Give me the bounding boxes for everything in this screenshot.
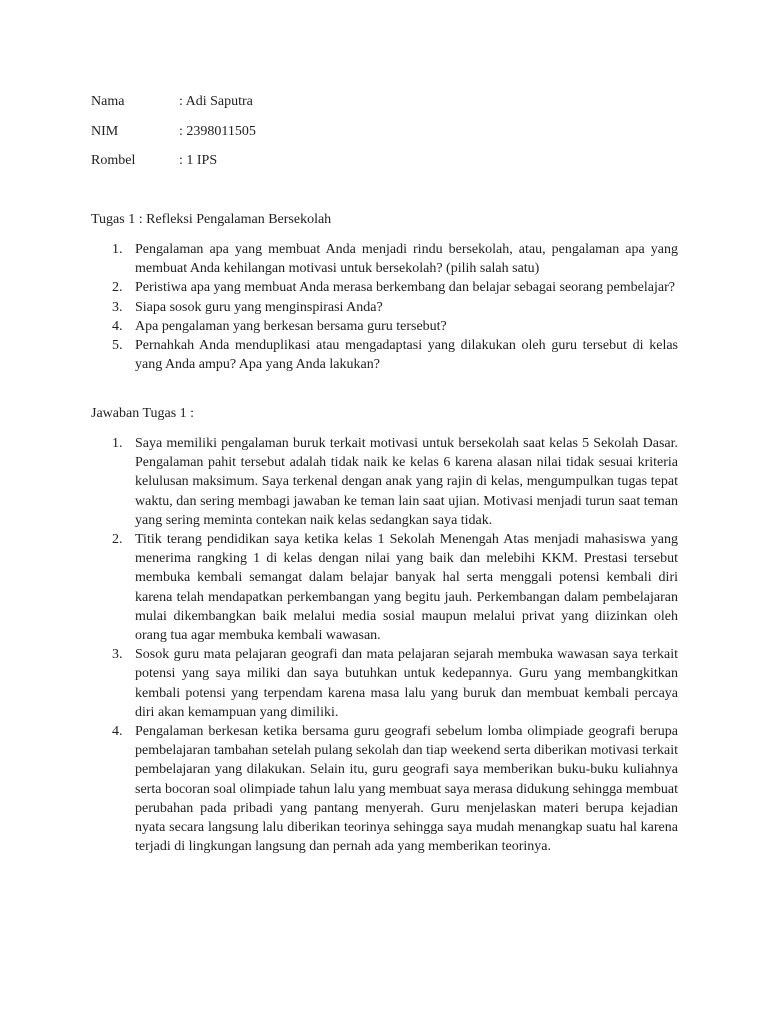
question-text: Apa pengalaman yang berkesan bersama guru tersebut? — [135, 318, 447, 334]
question-list — [112, 240, 678, 374]
list-item — [112, 530, 678, 645]
answer-text: Titik terang pendidikan saya ketika kelas 1 Sekolah Menengah Atas menjadi mahasiswa yang menerima rangking 1 di kelas dengan nilai yang baik dan melebihi KKM. Prestasi tersebut membuka kembali semangat dalam belajar banyak hal serta menggali potensi kembali diri karena telah mendapatkan perkembangan yang begitu jauh. Perkembangan dalam pembelajaran mulai dikembangkan baik melalui media sosial maupun melalui privat yang diizinkan oleh orang tua agar membuka kembali wawasan. — [135, 532, 678, 644]
question-number: 1. — [112, 242, 123, 257]
answer-text: Sosok guru mata pelajaran geografi dan mata pelajaran sejarah membuka wawasan saya terkait potensi yang saya miliki dan saya butuhkan untuk kedepannya. Guru yang membangkitkan kembali potensi yang terpendam karena masa lalu yang buruk dan membuat kembali percaya diri akan kemampuan yang dimiliki. — [135, 647, 678, 720]
question-number: 3. — [112, 299, 123, 315]
list-item — [112, 240, 678, 278]
list-item — [112, 317, 678, 336]
task-title: Tugas 1 : Refleksi Pengalaman Bersekolah — [91, 212, 332, 227]
name-value: : Adi Saputra — [179, 94, 253, 109]
answer-text: Pengalaman berkesan ketika bersama guru geografi sebelum lomba olimpiade geografi berupa pembelajaran tambahan setelah pulang sekolah dan tiap weekend serta diberikan motivasi terkait pembelajaran yang dilakukan. Selain itu, guru geografi saya memberikan buku-buku kuliahnya serta bocoran soal olimpiade tahun lalu yang membuat saya merasa didukung sehingga membuat perubahan pada pribadi yang pantang menyerah. Guru menjelaskan materi berupa kejadian nyata secara langsung lalu diberikan teorinya sehingga saya mudah menangkap suatu hal karena terjadi di lingkungan langsung dan pernah ada yang memberikan teorinya. — [135, 724, 678, 855]
list-item — [112, 298, 678, 317]
answer-number: 4. — [112, 724, 123, 740]
answers-title: Jawaban Tugas 1 : — [91, 406, 195, 421]
rombel-value: : 1 IPS — [179, 153, 218, 168]
list-item — [112, 645, 678, 722]
question-text: Pengalaman apa yang membuat Anda menjadi rindu bersekolah, atau, pengalaman apa yang membuat Anda kehilangan motivasi untuk bersekolah? (pilih salah satu) — [135, 242, 678, 277]
answer-number: 2. — [112, 532, 123, 548]
rombel-row — [91, 152, 217, 170]
answer-text: Saya memiliki pengalaman buruk terkait motivasi untuk bersekolah saat kelas 5 Sekolah Dasar. Pengalaman pahit tersebut adalah tidak naik ke kelas 6 karena alasan nilai tidak sesuai kriteria kelulusan maksimum. Saya terkenal dengan anak yang rajin di kelas, mengumpulkan tugas tepat waktu, dan sering membagi jawaban ke teman lain saat ujian. Motivasi menjadi turun saat teman yang sering meminta contekan naik kelas sedangkan saya tidak. — [135, 436, 678, 528]
list-item — [112, 434, 678, 530]
question-text: Siapa sosok guru yang menginspirasi Anda? — [135, 299, 383, 315]
answer-list — [112, 434, 678, 856]
list-item — [112, 336, 678, 374]
answer-number: 1. — [112, 436, 123, 451]
nim-label: NIM — [91, 124, 119, 139]
list-item — [112, 722, 678, 856]
question-number: 5. — [112, 338, 123, 354]
question-text: Pernahkah Anda menduplikasi atau mengadaptasi yang dilakukan oleh guru tersebut di kelas yang Anda ampu? Apa yang Anda lakukan? — [135, 338, 678, 373]
name-label: Nama — [91, 94, 125, 109]
rombel-label: Rombel — [91, 153, 136, 168]
list-item — [112, 278, 678, 297]
question-number: 2. — [112, 280, 123, 296]
nim-row — [91, 123, 256, 141]
name-row — [91, 93, 253, 111]
nim-value: : 2398011505 — [179, 124, 256, 139]
question-number: 4. — [112, 318, 123, 334]
question-text: Peristiwa apa yang membuat Anda merasa berkembang dan belajar sebagai seorang pembelajar? — [135, 280, 675, 296]
answer-number: 3. — [112, 647, 123, 663]
